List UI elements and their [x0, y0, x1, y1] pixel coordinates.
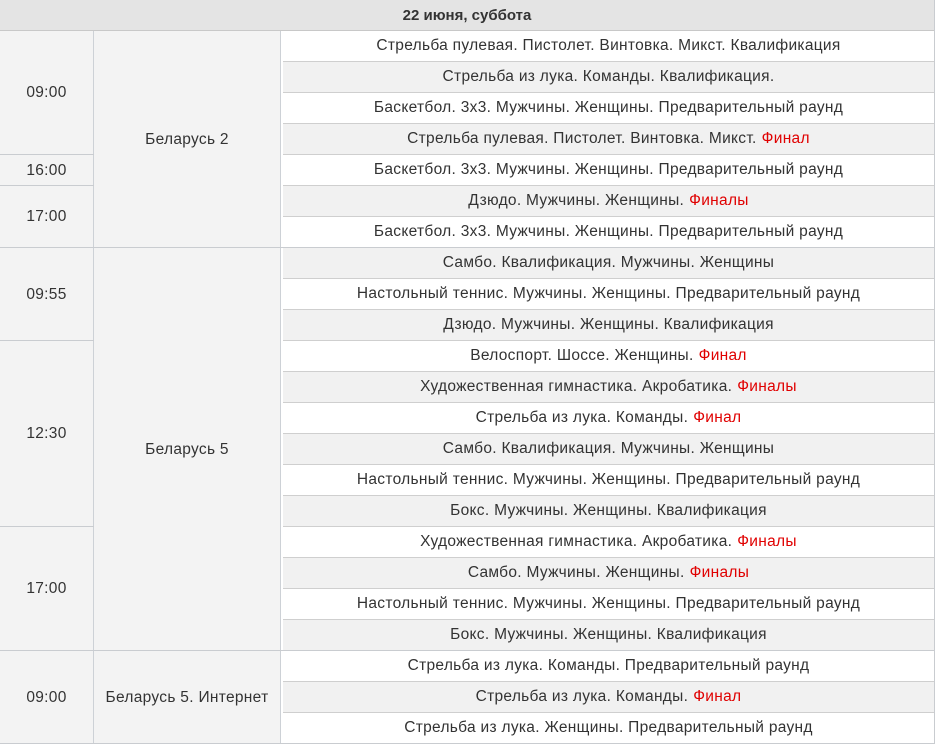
event-title: Стрельба пулевая. Пистолет. Винтовка. Микст. Квалификация	[376, 37, 841, 54]
event-title: Настольный теннис. Мужчины. Женщины. Предварительный раунд	[356, 471, 861, 488]
event-final-badge: Финалы	[737, 378, 797, 395]
time-cell: 17:00	[0, 527, 94, 651]
event-row	[283, 279, 934, 310]
event-title: Самбо. Квалификация. Мужчины. Женщины	[442, 254, 775, 271]
event-final-badge: Финалы	[689, 564, 750, 581]
event-title: Стрельба из лука. Женщины. Предварительный раунд	[404, 719, 813, 736]
event-title: Баскетбол. 3х3. Мужчины. Женщины. Предварительный раунд	[373, 223, 844, 240]
time-cell: 17:00	[0, 186, 94, 248]
event-final-badge: Финалы	[689, 192, 749, 209]
channel-cell: Беларусь 2	[94, 31, 281, 248]
event-row	[283, 465, 934, 496]
table-right-border	[934, 0, 935, 744]
event-title: Стрельба пулевая. Пистолет. Винтовка. Микст.	[407, 130, 757, 147]
event-title: Стрельба из лука. Команды. Квалификация.	[442, 68, 775, 85]
event-final-badge: Финал	[693, 409, 742, 426]
event-final-badge: Финал	[761, 130, 810, 147]
event-title: Дзюдо. Мужчины. Женщины.	[468, 192, 685, 209]
event-row	[283, 93, 934, 124]
event-row	[283, 713, 934, 744]
date-header: 22 июня, суббота	[0, 0, 934, 31]
event-title: Дзюдо. Мужчины. Женщины. Квалификация	[443, 316, 774, 333]
time-cell: 09:55	[0, 248, 94, 341]
event-row	[283, 62, 934, 93]
event-title: Стрельба из лука. Команды.	[475, 409, 689, 426]
event-title: Настольный теннис. Мужчины. Женщины. Предварительный раунд	[356, 285, 861, 302]
event-title: Самбо. Квалификация. Мужчины. Женщины	[442, 440, 775, 457]
event-row	[283, 558, 934, 589]
event-row	[283, 341, 934, 372]
event-final-badge: Финалы	[737, 533, 797, 550]
time-cell: 16:00	[0, 155, 94, 186]
event-row	[283, 31, 934, 62]
event-title: Стрельба из лука. Команды.	[475, 688, 689, 705]
channel-cell: Беларусь 5. Интернет	[94, 651, 281, 744]
event-row	[283, 434, 934, 465]
event-title: Стрельба из лука. Команды. Предварительный раунд	[407, 657, 810, 674]
event-row	[283, 403, 934, 434]
event-title: Самбо. Мужчины. Женщины.	[467, 564, 685, 581]
block-divider	[0, 743, 934, 744]
event-row	[283, 186, 934, 217]
event-row	[283, 496, 934, 527]
event-title: Бокс. Мужчины. Женщины. Квалификация	[450, 626, 767, 643]
event-final-badge: Финал	[693, 688, 742, 705]
event-row	[283, 248, 934, 279]
event-row	[283, 527, 934, 558]
event-title: Художественная гимнастика. Акробатика.	[420, 378, 733, 395]
event-row	[283, 589, 934, 620]
time-cell: 09:00	[0, 651, 94, 744]
time-cell: 09:00	[0, 31, 94, 155]
event-title: Баскетбол. 3х3. Мужчины. Женщины. Предварительный раунд	[373, 99, 844, 116]
event-row	[283, 310, 934, 341]
event-row	[283, 372, 934, 403]
event-final-badge: Финал	[698, 347, 747, 364]
event-row	[283, 620, 934, 651]
event-row	[283, 217, 934, 248]
time-cell: 12:30	[0, 341, 94, 527]
event-title: Художественная гимнастика. Акробатика.	[420, 533, 733, 550]
event-title: Бокс. Мужчины. Женщины. Квалификация	[450, 502, 767, 519]
event-row	[283, 124, 934, 155]
event-title: Баскетбол. 3х3. Мужчины. Женщины. Предварительный раунд	[373, 161, 844, 178]
event-row	[283, 682, 934, 713]
event-row	[283, 651, 934, 682]
event-title: Настольный теннис. Мужчины. Женщины. Предварительный раунд	[356, 595, 861, 612]
event-title: Велоспорт. Шоссе. Женщины.	[470, 347, 694, 364]
channel-cell: Беларусь 5	[94, 248, 281, 651]
event-row	[283, 155, 934, 186]
